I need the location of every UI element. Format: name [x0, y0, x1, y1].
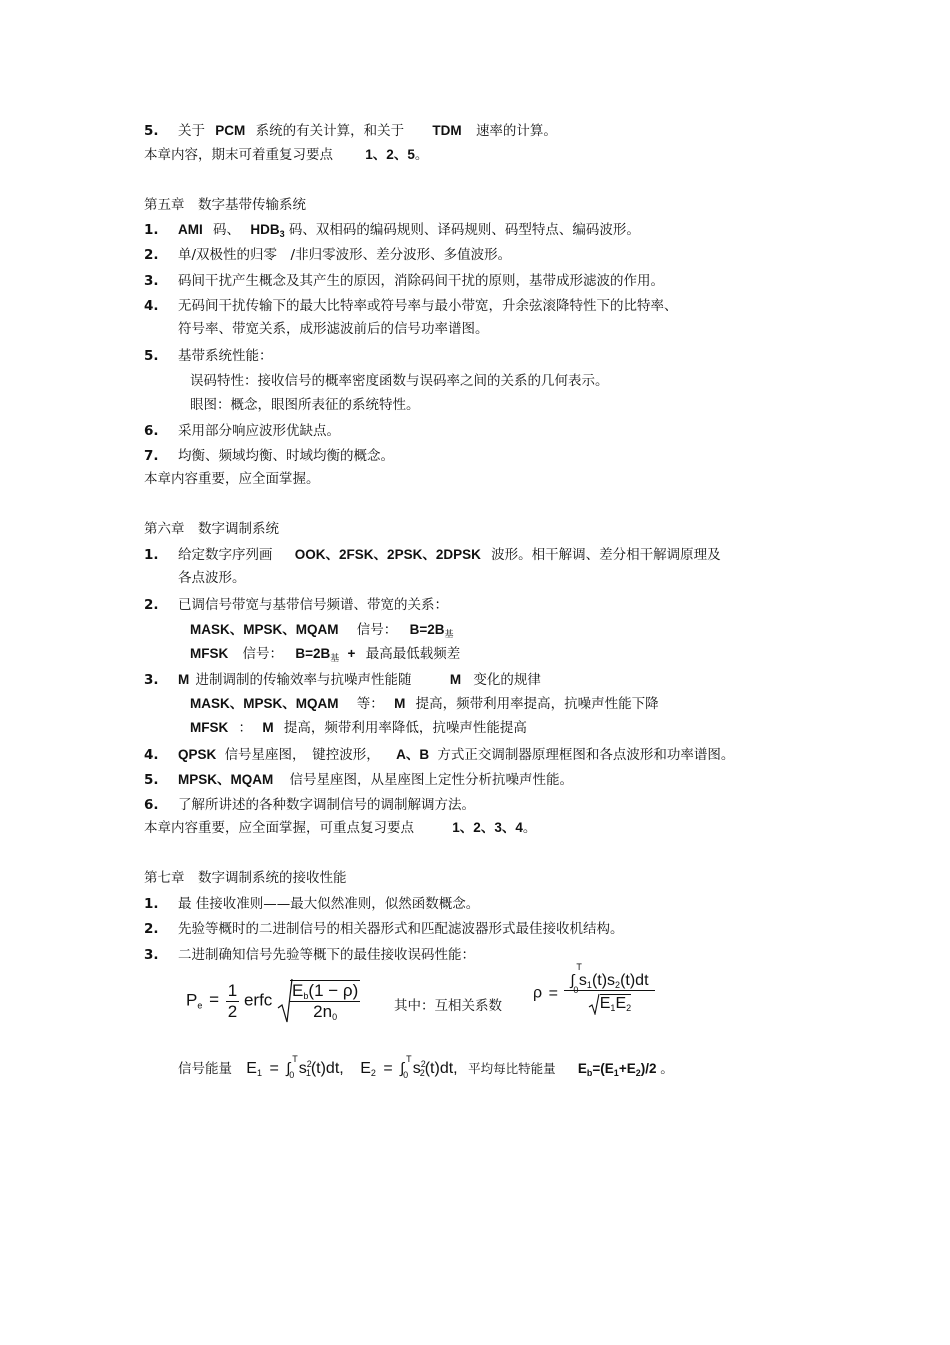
error-rate-formula: $P_e$ = $\frac{1}{2}$ erfc $\frac{E_b(1 - \rho)}{2n_0}$ — [186, 978, 360, 1024]
ch6-item-3-sub2: MFSK ： M 提高，频带利用率降低，抗噪声性能提高 — [190, 720, 527, 736]
ch6-summary: 本章内容重要，应全面掌握，可重点复习要点 1、2、3、4。 — [144, 820, 537, 836]
ch6-item-2-sub1: MASK、MPSK、MQAM 信号： $B=2B_基$ — [190, 622, 454, 640]
integral-sign: ∫ T 0 — [286, 1053, 298, 1080]
ch5-item-4-line2: 符号率、带宽关系，成形滤波前后的信号功率谱图。 — [178, 321, 489, 337]
integral-sign: ∫ T 0 — [570, 962, 582, 996]
ch7-title: 第七章 数字调制系统的接收性能 — [144, 870, 347, 886]
item-number: 5. — [144, 123, 159, 139]
document-page: 5. 关于 PCM 系统的有关计算，和关于 TDM 速率的计算。 本章内容，期末可着重复习要点 1、2、5。 第五章 数字基带传输系统 1. AMI 码、 $HDB_3$ 码、双相码的编码规则、译码规则、码型特点、编码波形。 2. 单/双极性的归零 /非归零波形、差分波形、多值波形。 3. 码间干扰产生概念及其产生的原因，消除码间干扰的原则，基带成形滤波的作用。 4. 无码间干扰传输下的最大比特率或符号率与最小带宽，升余弦滚降特性下的比特率、 符号率、带宽关系，成形滤波前后的信号功率谱图。 5. 基带系统性能： 误码特性：接收信号的概率密度函数与误码率之间的关系的几何表示。 眼图：概念，眼图所表征的系统特性。 6. 采用部分响应波形优缺点。 7. 均衡、频域均衡、时域均衡的概念。 本章内容重要，应全面掌握。 第六章 数字调制系统 1. 给定数字序列画 OOK、2FSK、2PSK、2DPSK 波形。相干解调、差分相干解调原理及 各点波形。 2. 已调信号带宽与基带信号频谱、带宽的关系： MASK、MPSK、MQAM 信号： $B=2B_基$ MFSK 信号： $B=2B_基$ + 最高最低载频差 3. M 进制调制的传输效率与抗噪声性能随 M 变化的规律 MASK、MPSK、MQAM 等： M 提高，频带利用率提高，抗噪声性能下降 MFSK ： M 提高，频带利用率降低，抗噪声性能提高 4. QPSK 信号星座图， 键控波形， A、B 方式正交调制器原理框图和各点波形和功率谱图。 5. MPSK、MQAM 信号星座图，从星座图上定性分析抗噪声性能。 6. 了解所讲述的各种数字调制信号的调制解调方法。 本章内容重要，应全面掌握，可重点复习要点 1、2、3、4。 第七章 数字调制系统的接收性能 1. 最 佳接收准则——最大似然准则，似然函数概念。 2. 先验等概时的二进制信号的相关器形式和匹配滤波器形式最佳接收机结构。 3. 二进制确知信号先验等概下的最佳接收误码性能： $P_e$ = $\frac{1}{2}$ erfc $\frac{E_b(1 - \rho)}{2n_0}$ 其中：互相关系数 ρ = ∫ T 0 $s_1(t)s_2(t)dt$ $E_1E_2$ 信号能量 $E_1$ = ∫ T 0 $s^2_1(t)dt$, $E_2$ = ∫ T 0 $s^2_2(t)dt$, 平均每比特能量 $E_b=(E_1+E_2)/2$ 。 — [0, 0, 950, 1345]
correlation-formula: ρ = ∫ T 0 $s_1(t)s_2(t)dt$ $E_1E_2$ — [533, 972, 655, 1015]
integral-sign: ∫ T 0 — [400, 1053, 412, 1080]
sqrt-symbol — [588, 993, 600, 1015]
ch4-summary: 本章内容，期末可着重复习要点 1、2、5。 — [144, 147, 429, 163]
radicand-fraction: $\frac{E_b(1 - \rho)}{2n_0}$ — [292, 981, 359, 1022]
ch6-item-2-sub2: MFSK 信号： $B=2B_基$ + 最高最低载频差 — [190, 646, 461, 664]
correlation-note: 其中：互相关系数 — [394, 998, 502, 1014]
ch5-item-5-sub1: 误码特性：接收信号的概率密度函数与误码率之间的关系的几何表示。 — [190, 373, 609, 389]
ch6-item-1-line2: 各点波形。 — [178, 570, 246, 586]
ch5-item-5-sub2: 眼图：概念，眼图所表征的系统特性。 — [190, 397, 420, 413]
ch6-item-3-sub1: MASK、MPSK、MQAM 等： M 提高，频带利用率提高，抗噪声性能下降 — [190, 696, 659, 712]
correlation-fraction: ∫ T 0 $s_1(t)s_2(t)dt$ $E_1E_2$ — [564, 972, 654, 1015]
half-fraction: $\frac{1}{2}$ — [227, 980, 238, 1021]
energy-line: 信号能量 $E_1$ = ∫ T 0 $s^2_1(t)dt$, $E_2$ = ∫ T 0 $s^2_2(t)dt$, 平均每比特能量 $E_b=(E_1+E_2)/2$ 。 — [178, 1053, 674, 1080]
ch5-summary: 本章内容重要，应全面掌握。 — [144, 471, 320, 487]
ch5-title: 第五章 数字基带传输系统 — [144, 197, 306, 213]
ch6-title: 第六章 数字调制系统 — [144, 521, 279, 537]
